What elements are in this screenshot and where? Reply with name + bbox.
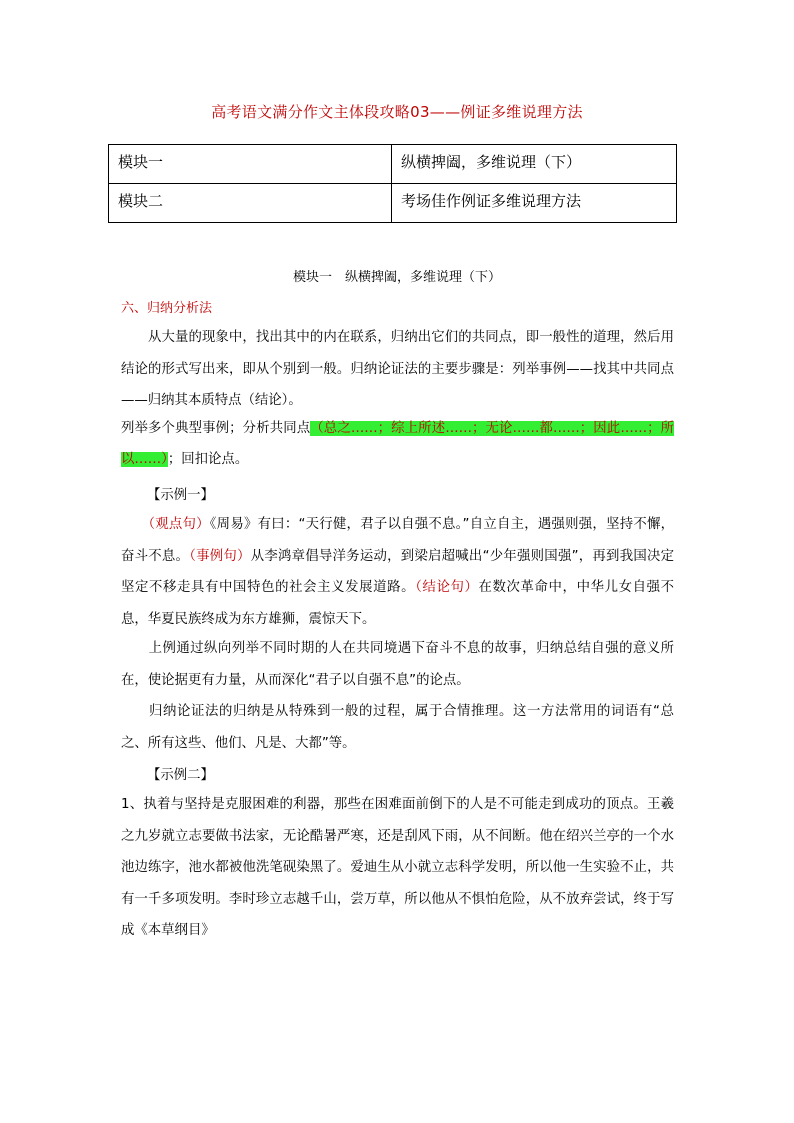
steps-paragraph [121, 413, 674, 475]
section-title: 模块一 纵横捭阖，多维说理（下） [292, 270, 501, 285]
case-tag: （事例句） [189, 548, 251, 564]
example1-paragraph [121, 509, 674, 635]
table-row [109, 145, 677, 184]
module-desc-cell: 纵横捭阖，多维说理（下） [392, 145, 677, 184]
module-name-cell: 模块二 [109, 184, 392, 223]
conclusion-text: 在数次革命中，中华儿女自强不息，华夏民族终成为东方雄狮，震惊天下。 [121, 580, 675, 627]
steps-highlight: （总之……；综上所述……；无论……都……；因此……；所以……） [121, 421, 675, 467]
analysis2-paragraph: 归纳论证法的归纳是从特殊到一般的过程，属于合情推理。这一方法常用的词语有“总之、所有这些、他们、凡是、大都”等。 [121, 704, 674, 751]
steps-prefix: 列举多个典型事例；分析共同点 [121, 421, 311, 436]
table-row [109, 184, 677, 223]
intro-paragraph: 从大量的现象中，找出其中的内在联系，归纳出它们的共同点，即一般性的道理，然后用结论的形式写出来，即从个别到一般。归纳论证法的主要步骤是：列举事例——找其中共同点——归纳其本质特点（结论）。 [121, 330, 674, 408]
page-title: 高考语文满分作文主体段攻略03——例证多维说理方法 [211, 103, 583, 121]
module-name-cell: 模块一 [109, 145, 392, 184]
example1-label: 【示例一】 [147, 488, 214, 503]
view-tag: （观点句） [148, 517, 210, 532]
case-text: 从李鸿章倡导洋务运动，到梁启超喊出“少年强则国强”，再到我国决定坚定不移走具有中国特色的社会主义发展道路。 [121, 548, 674, 595]
view-text: 《周易》有曰：“天行健，君子以自强不息。”自立自主，遇强则强，坚持不懈，奋斗不息。 [121, 517, 674, 564]
analysis1-paragraph: 上例通过纵向列举不同时期的人在共同境遇下奋斗不息的故事，归纳总结自强的意义所在，使论据更有力量，从而深化“君子以自强不息”的论点。 [121, 641, 674, 688]
module-table [108, 144, 677, 223]
conclusion-tag: （结论句） [415, 580, 479, 595]
steps-suffix: ；回扣论点。 [167, 452, 249, 467]
module-desc-cell: 考场佳作例证多维说理方法 [392, 184, 677, 223]
method-heading: 六、归纳分析法 [121, 301, 213, 316]
example2-label: 【示例二】 [147, 768, 214, 783]
example2-paragraph: 1、执着与坚持是克服困难的利器，那些在困难面前倒下的人是不可能走到成功的顶点。王羲之九岁就立志要做书法家，无论酷暑严寒，还是刮风下雨，从不间断。他在绍兴兰亭的一个水池边练字，池水都被他洗笔砚染黑了。爱迪生从小就立志科学发明，所以他一生实验不止，共有一千多项发明。李时珍立志越千山，尝万草，所以他从不惧怕危险，从不放弃尝试，终于写成《本草纲目》 [121, 797, 674, 938]
